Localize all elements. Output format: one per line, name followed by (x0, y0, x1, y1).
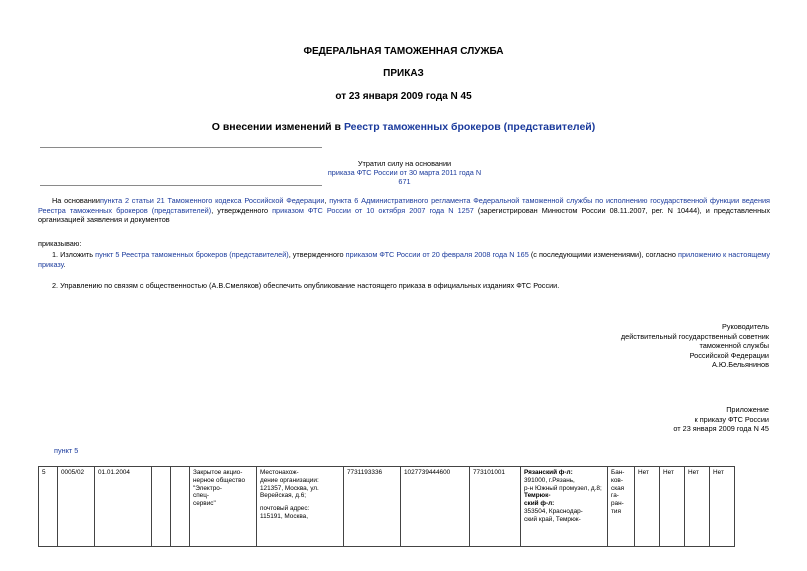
order-word: приказываю: (38, 239, 82, 248)
guarantee-line: ков- (611, 476, 623, 484)
branch-line: р-н Южный промузел, д.8; (524, 484, 602, 492)
registry-point5-link[interactable]: пункт 5 Реестра таможенных брокеров (представителей) (95, 250, 289, 259)
org-line: спец- (193, 492, 209, 500)
signature-line: Руководитель (721, 322, 769, 331)
signature-line: таможенной службы (699, 341, 769, 351)
basis-text: На основании (52, 196, 100, 205)
branch-title: Темрюк- (524, 492, 551, 500)
address-line: 115191, Москва, (260, 512, 308, 520)
guarantee-line: тия (611, 507, 621, 515)
cell-guarantee (608, 467, 635, 547)
cell-org-name (190, 467, 257, 547)
basis-text: (зарегистрирован Минюстом России 08.11.2007, рег. N 10444), и представленных организацией заявления и документов (38, 205, 770, 225)
cell-flag: Нет (660, 467, 685, 547)
branch-line: ский край, Темрюк- (524, 515, 581, 523)
status-line: Утратил силу на основании (357, 159, 452, 168)
guarantee-line: ская га- (611, 484, 625, 500)
divider-top (40, 147, 322, 148)
order-item-2: 2. Управлению по связям с общественностью (А.В.Смеляков) обеспечить опубликование настоящего приказа в официальных изданиях ФТС России. (52, 281, 560, 290)
appendix-line: к приказу ФТС России (694, 414, 769, 424)
signature-block (621, 322, 769, 370)
cell-kpp: 773101001 (470, 467, 521, 547)
registry-title-link[interactable]: Реестр таможенных брокеров (представителей) (343, 121, 596, 133)
cell-reg-number: 0005/02 (58, 467, 95, 547)
cell-flag: Нет (685, 467, 710, 547)
branch-line: 391000, г.Рязань, (524, 476, 575, 484)
cell-number: 5 (39, 467, 58, 547)
cell-branches (521, 467, 608, 547)
regulation-link[interactable]: пункта 6 Административного регламента Федеральной таможенной службы по исполнению государственной функции ведения Реестра таможенных брокеров (представителей) (38, 196, 771, 215)
basis-paragraph (38, 196, 770, 225)
cell-ogrn: 1027739444600 (401, 467, 470, 547)
signature-line: Российской Федерации (689, 350, 769, 360)
branch-line: 353504, Краснодар- (524, 507, 583, 515)
address-line: дение организации: (260, 476, 319, 484)
guarantee-line: ран- (611, 500, 624, 508)
appendix-line: от 23 января 2009 года N 45 (673, 424, 769, 434)
cell-empty (171, 467, 190, 547)
signature-name: А.Ю.Бельянинов (712, 360, 769, 370)
org-line: сервис" (193, 500, 216, 508)
status-link[interactable]: приказа ФТС России от 30 марта 2011 года N 671 (327, 168, 482, 186)
cell-empty (152, 467, 171, 547)
item1-text: , утвержденного (288, 250, 346, 259)
order-1257-link[interactable]: приказом ФТС России от 10 октября 2007 года N 1257 (272, 205, 474, 215)
doc-date-number: от 23 января 2009 года N 45 (335, 91, 472, 102)
agency-name: ФЕДЕРАЛЬНАЯ ТАМОЖЕННАЯ СЛУЖБА (303, 46, 504, 57)
item1-text: . (63, 259, 66, 269)
divider-bottom (40, 185, 322, 186)
doc-title (0, 121, 807, 133)
org-line: "Электро- (193, 484, 222, 492)
order-165-link[interactable]: приказом ФТС России от 20 февраля 2008 года N 165 (345, 250, 529, 259)
basis-text: , утвержденного (211, 205, 273, 215)
status-note (322, 159, 487, 186)
appendix-block (673, 405, 769, 434)
appendix-link[interactable]: приложению к настоящему приказу (38, 250, 770, 269)
address-line: Верейская, д.6; (260, 492, 307, 500)
appendix-line: Приложение (726, 405, 769, 414)
item1-text: 1. Изложить (52, 250, 96, 259)
order-item-1 (38, 250, 770, 269)
branch-title: ский ф-л: (524, 500, 555, 508)
org-line: Закрытое акцио- (193, 469, 243, 476)
basis-text: , (324, 196, 330, 205)
table-row (39, 467, 735, 547)
point5-anchor-link[interactable]: пункт 5 (54, 446, 79, 455)
address-line: Местонахож- (260, 469, 299, 476)
cell-address (257, 467, 344, 547)
doc-type: ПРИКАЗ (383, 68, 424, 79)
signature-line: действительный государственный советник (620, 331, 769, 341)
item1-text: (с последующими изменениями), согласно (528, 250, 679, 259)
cell-date: 01.01.2004 (95, 467, 152, 547)
cell-inn: 7731193336 (344, 467, 401, 547)
tk-article-link[interactable]: пункта 2 статьи 21 Таможенного кодекса Российской Федерации (99, 196, 325, 205)
registry-table (38, 466, 735, 547)
guarantee-line: Бан- (611, 469, 625, 476)
address-line: почтовый адрес: (260, 505, 310, 513)
doc-title-text: О внесении изменений в (211, 121, 344, 133)
cell-flag: Нет (635, 467, 660, 547)
branch-title: Рязанский ф-л: (524, 469, 573, 476)
cell-flag: Нет (710, 467, 735, 547)
org-line: нерное общество (193, 476, 246, 484)
address-line: 121357, Москва, ул. (260, 484, 319, 492)
